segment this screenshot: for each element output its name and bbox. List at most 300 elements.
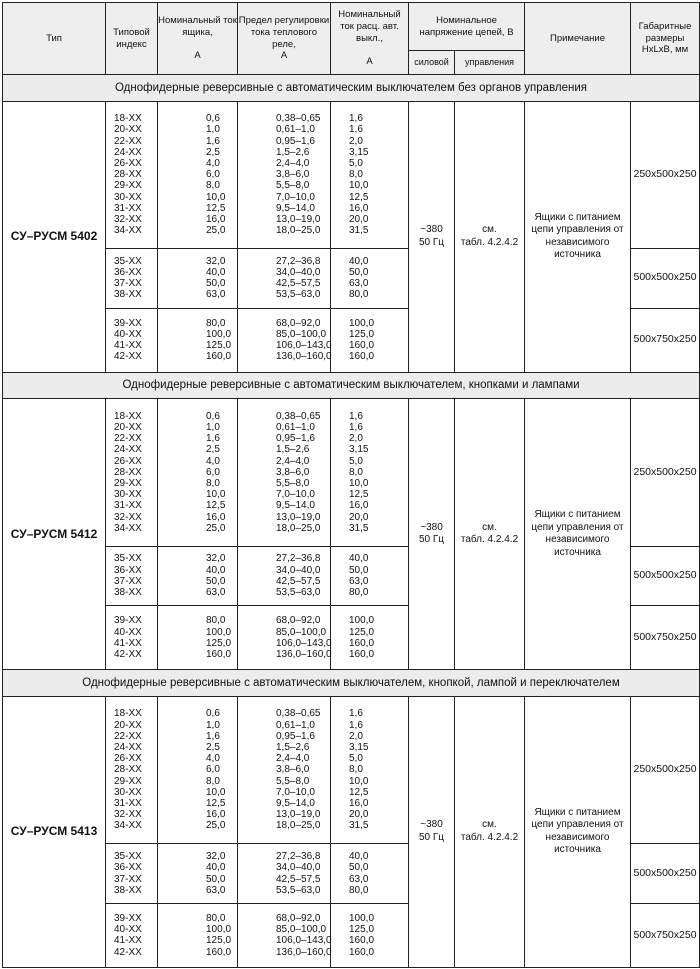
list-item: 8,0 [349, 466, 363, 478]
list-item: 13,0–19,0 [276, 213, 321, 225]
voltage-power-cell: ~380 50 Гц [409, 399, 455, 670]
list-item: 0,61–1,0 [276, 421, 315, 433]
table-row [3, 399, 700, 546]
list-item: 2,4–4,0 [276, 455, 310, 467]
list-item: 28-XX [114, 169, 142, 181]
list-item: 8,0 [206, 478, 220, 489]
list-item: 6,0 [206, 169, 220, 181]
list-item: 16,0 [206, 809, 226, 821]
list-item: 160,0 [349, 637, 375, 649]
list-item: 50,0 [349, 862, 369, 874]
list-item: 3,15 [349, 742, 369, 754]
list-item: 18,0–25,0 [276, 522, 321, 534]
list-item: 7,0–10,0 [276, 489, 315, 501]
list-item: 0,38–0,65 [276, 708, 321, 720]
index-list [106, 844, 158, 904]
list-item: 10,0 [349, 775, 369, 787]
list-item: 50,0 [349, 267, 369, 279]
list-item: 1,6 [349, 708, 363, 720]
list-item: 40,0 [349, 553, 369, 565]
list-item: 100,0 [206, 626, 232, 638]
index-list [106, 308, 158, 372]
list-item: 3,8–6,0 [276, 169, 310, 181]
relay-range-list [238, 308, 331, 372]
list-item: 160,0 [349, 648, 375, 660]
list-item: 26-XX [114, 157, 142, 169]
list-item: 32-XX [114, 213, 142, 225]
list-item: 125,0 [206, 340, 232, 352]
list-item: 80,0 [206, 615, 226, 627]
list-item: 80,0 [349, 587, 369, 599]
list-item: 1,6 [349, 410, 363, 422]
list-item: 1,6 [349, 124, 363, 136]
list-item: 31,5 [349, 225, 369, 237]
list-item: 34-XX [114, 522, 142, 534]
list-item: 8,0 [206, 180, 220, 192]
section-header-row [3, 75, 700, 102]
index-list [106, 399, 158, 546]
list-item: 50,0 [206, 873, 226, 885]
list-item: 34,0–40,0 [276, 862, 321, 874]
list-item: 8,0 [206, 775, 220, 787]
list-item: 16,0 [206, 511, 226, 523]
list-item: 18-XX [114, 708, 142, 720]
list-item: 125,0 [206, 637, 232, 649]
header-type: Тип [3, 3, 106, 75]
list-item: 16,0 [349, 798, 369, 810]
list-item: 80,0 [349, 884, 369, 896]
list-item: 100,0 [349, 615, 375, 627]
list-item: 63,0 [349, 873, 369, 885]
current-list [158, 903, 238, 967]
voltage-control-cell: см. табл. 4.2.4.2 [455, 696, 525, 967]
list-item: 1,6 [349, 421, 363, 433]
list-item: 31-XX [114, 500, 142, 512]
list-item: 25,0 [206, 820, 226, 832]
list-item: 160,0 [206, 946, 232, 958]
list-item: 68,0–92,0 [276, 317, 321, 329]
list-item: 10,0 [206, 191, 226, 203]
list-item: 40,0 [349, 255, 369, 267]
breaker-current-list [331, 101, 409, 248]
list-item: 22-XX [114, 433, 142, 445]
list-item: 0,6 [206, 708, 220, 720]
list-item: 18-XX [114, 410, 142, 422]
list-item: 3,8–6,0 [276, 466, 310, 478]
list-item: 13,0–19,0 [276, 511, 321, 523]
list-item: 22-XX [114, 135, 142, 147]
relay-range-list [238, 844, 331, 904]
list-item: 20,0 [349, 809, 369, 821]
list-item: 2,0 [349, 433, 363, 445]
list-item: 53,5–63,0 [276, 587, 321, 599]
current-list [158, 308, 238, 372]
list-item: 30-XX [114, 489, 142, 501]
section-header-row [3, 372, 700, 399]
list-item: 0,95–1,6 [276, 730, 315, 742]
list-item: 2,5 [206, 146, 220, 158]
list-item: 36-XX [114, 862, 142, 874]
list-item: 29-XX [114, 478, 142, 489]
list-item: 3,15 [349, 444, 369, 456]
section-header-row [3, 670, 700, 697]
list-item: 32,0 [206, 255, 226, 267]
list-item: 1,0 [206, 421, 220, 433]
list-item: 24-XX [114, 742, 142, 754]
list-item: 50,0 [206, 278, 226, 290]
list-item: 2,4–4,0 [276, 157, 310, 169]
list-item: 37-XX [114, 278, 142, 290]
list-item: 32-XX [114, 511, 142, 523]
list-item: 16,0 [349, 500, 369, 512]
breaker-current-list [331, 844, 409, 904]
header-index: Типовой индекс [106, 3, 158, 75]
note-cell: Ящики с питанием цепи управления от независимого источника [525, 101, 631, 372]
list-item: 68,0–92,0 [276, 913, 321, 925]
relay-range-list [238, 606, 331, 670]
header-note: Примечание [525, 3, 631, 75]
list-item: 36-XX [114, 564, 142, 576]
list-item: 53,5–63,0 [276, 884, 321, 896]
list-item: 9,5–14,0 [276, 202, 315, 214]
list-item: 26-XX [114, 753, 142, 765]
list-item: 0,38–0,65 [276, 113, 321, 125]
list-item: 41-XX [114, 340, 142, 352]
dims-cell: 500x500x250 [631, 844, 700, 904]
list-item: 63,0 [349, 575, 369, 587]
breaker-current-list [331, 696, 409, 843]
table-header [3, 3, 700, 75]
list-item: 1,6 [206, 433, 220, 445]
index-list [106, 248, 158, 308]
header-current-box: Номинальный ток ящика, А [158, 3, 238, 75]
list-item: 6,0 [206, 764, 220, 776]
list-item: 2,0 [349, 730, 363, 742]
current-list [158, 399, 238, 546]
list-item: 0,61–1,0 [276, 719, 315, 731]
list-item: 41-XX [114, 637, 142, 649]
list-item: 42,5–57,5 [276, 278, 321, 290]
list-item: 106,0–143,0 [276, 935, 332, 947]
list-item: 1,6 [349, 719, 363, 731]
list-item: 12,5 [349, 489, 369, 501]
list-item: 12,5 [206, 798, 226, 810]
list-item: 80,0 [206, 913, 226, 925]
spec-table [2, 2, 700, 968]
list-item: 160,0 [349, 935, 375, 947]
type-cell: СУ–РУСМ 5402 [3, 101, 106, 372]
list-item: 32,0 [206, 553, 226, 565]
list-item: 5,5–8,0 [276, 775, 310, 787]
list-item: 100,0 [206, 328, 232, 340]
index-list [106, 696, 158, 843]
list-item: 125,0 [349, 328, 375, 340]
list-item: 1,0 [206, 124, 220, 136]
list-item: 42-XX [114, 351, 142, 363]
breaker-current-list [331, 606, 409, 670]
list-item: 1,6 [206, 730, 220, 742]
breaker-current-list [331, 308, 409, 372]
list-item: 125,0 [206, 935, 232, 947]
list-item: 22-XX [114, 730, 142, 742]
list-item: 25,0 [206, 225, 226, 237]
list-item: 12,5 [349, 191, 369, 203]
list-item: 160,0 [349, 351, 375, 363]
list-item: 80,0 [206, 317, 226, 329]
type-cell: СУ–РУСМ 5412 [3, 399, 106, 670]
list-item: 30-XX [114, 191, 142, 203]
list-item: 7,0–10,0 [276, 191, 315, 203]
current-list [158, 696, 238, 843]
index-list [106, 606, 158, 670]
list-item: 4,0 [206, 753, 220, 765]
list-item: 9,5–14,0 [276, 500, 315, 512]
list-item: 16,0 [349, 202, 369, 214]
list-item: 160,0 [206, 351, 232, 363]
list-item: 1,0 [206, 719, 220, 731]
list-item: 0,95–1,6 [276, 433, 315, 445]
list-item: 42,5–57,5 [276, 873, 321, 885]
note-cell: Ящики с питанием цепи управления от независимого источника [525, 399, 631, 670]
index-list [106, 101, 158, 248]
list-item: 136,0–160,0 [276, 946, 332, 958]
dims-cell: 250x500x250 [631, 101, 700, 248]
list-item: 26-XX [114, 455, 142, 467]
list-item: 29-XX [114, 180, 142, 192]
list-item: 42,5–57,5 [276, 575, 321, 587]
list-item: 2,0 [349, 135, 363, 147]
list-item: 63,0 [206, 884, 226, 896]
list-item: 40-XX [114, 626, 142, 638]
voltage-control-cell: см. табл. 4.2.4.2 [455, 101, 525, 372]
list-item: 100,0 [349, 317, 375, 329]
dims-cell: 250x500x250 [631, 696, 700, 843]
list-item: 40,0 [349, 851, 369, 863]
list-item: 37-XX [114, 873, 142, 885]
list-item: 41-XX [114, 935, 142, 947]
header-dims: Габаритные размеры HxLxB, мм [631, 3, 700, 75]
list-item: 8,0 [349, 764, 363, 776]
list-item: 31,5 [349, 522, 369, 534]
list-item: 0,6 [206, 113, 220, 125]
list-item: 40-XX [114, 924, 142, 936]
list-item: 10,0 [349, 180, 369, 192]
list-item: 31-XX [114, 798, 142, 810]
list-item: 106,0–143,0 [276, 340, 332, 352]
list-item: 20-XX [114, 124, 142, 136]
table-body [3, 75, 700, 968]
list-item: 20,0 [349, 511, 369, 523]
voltage-power-cell: ~380 50 Гц [409, 101, 455, 372]
type-cell: СУ–РУСМ 5413 [3, 696, 106, 967]
list-item: 24-XX [114, 146, 142, 158]
list-item: 3,15 [349, 146, 369, 158]
list-item: 106,0–143,0 [276, 637, 332, 649]
list-item: 31-XX [114, 202, 142, 214]
list-item: 85,0–100,0 [276, 924, 327, 936]
list-item: 34-XX [114, 820, 142, 832]
header-voltage: Номинальное напряжение цепей, В [409, 3, 525, 51]
list-item: 12,5 [349, 786, 369, 798]
list-item: 36-XX [114, 267, 142, 279]
list-item: 40-XX [114, 328, 142, 340]
dims-cell: 500x750x250 [631, 903, 700, 967]
list-item: 0,61–1,0 [276, 124, 315, 136]
breaker-current-list [331, 248, 409, 308]
list-item: 2,5 [206, 742, 220, 754]
list-item: 37-XX [114, 575, 142, 587]
list-item: 10,0 [206, 786, 226, 798]
list-item: 13,0–19,0 [276, 809, 321, 821]
current-list [158, 844, 238, 904]
list-item: 7,0–10,0 [276, 786, 315, 798]
list-item: 5,0 [349, 157, 363, 169]
list-item: 27,2–36,8 [276, 553, 321, 565]
list-item: 35-XX [114, 553, 142, 565]
list-item: 63,0 [349, 278, 369, 290]
list-item: 34,0–40,0 [276, 267, 321, 279]
list-item: 2,5 [206, 444, 220, 456]
list-item: 125,0 [349, 626, 375, 638]
list-item: 63,0 [206, 587, 226, 599]
voltage-control-cell: см. табл. 4.2.4.2 [455, 399, 525, 670]
header-relay-range: Предел регулировки тока теплового реле, А [238, 3, 331, 75]
list-item: 38-XX [114, 884, 142, 896]
list-item: 40,0 [206, 267, 226, 279]
list-item: 85,0–100,0 [276, 328, 327, 340]
list-item: 2,4–4,0 [276, 753, 310, 765]
list-item: 12,5 [206, 202, 226, 214]
current-list [158, 101, 238, 248]
dims-cell: 500x750x250 [631, 308, 700, 372]
list-item: 5,5–8,0 [276, 180, 310, 192]
list-item: 1,6 [349, 113, 363, 125]
list-item: 5,5–8,0 [276, 478, 310, 489]
list-item: 3,8–6,0 [276, 764, 310, 776]
list-item: 28-XX [114, 466, 142, 478]
list-item: 18-XX [114, 113, 142, 125]
current-list [158, 248, 238, 308]
dims-cell: 500x750x250 [631, 606, 700, 670]
list-item: 53,5–63,0 [276, 289, 321, 301]
section-title: Однофидерные реверсивные с автоматическим выключателем, кнопкой, лампой и переключателем [3, 670, 700, 697]
current-list [158, 606, 238, 670]
list-item: 100,0 [206, 924, 232, 936]
list-item: 80,0 [349, 289, 369, 301]
list-item: 5,0 [349, 753, 363, 765]
list-item: 4,0 [206, 157, 220, 169]
list-item: 34,0–40,0 [276, 564, 321, 576]
list-item: 6,0 [206, 466, 220, 478]
list-item: 25,0 [206, 522, 226, 534]
list-item: 1,5–2,6 [276, 444, 310, 456]
list-item: 20-XX [114, 421, 142, 433]
list-item: 125,0 [349, 924, 375, 936]
list-item: 10,0 [206, 489, 226, 501]
list-item: 160,0 [349, 946, 375, 958]
list-item: 38-XX [114, 587, 142, 599]
list-item: 28-XX [114, 764, 142, 776]
header-breaker-current: Номинальный ток расц. авт. выкл., А [331, 3, 409, 75]
table-row [3, 101, 700, 248]
list-item: 10,0 [349, 478, 369, 489]
list-item: 27,2–36,8 [276, 255, 321, 267]
relay-range-list [238, 903, 331, 967]
list-item: 29-XX [114, 775, 142, 787]
list-item: 38-XX [114, 289, 142, 301]
list-item: 1,5–2,6 [276, 146, 310, 158]
breaker-current-list [331, 546, 409, 606]
list-item: 35-XX [114, 851, 142, 863]
section-title: Однофидерные реверсивные с автоматическим выключателем, кнопками и лампами [3, 372, 700, 399]
breaker-current-list [331, 903, 409, 967]
list-item: 18,0–25,0 [276, 225, 321, 237]
list-item: 27,2–36,8 [276, 851, 321, 863]
list-item: 16,0 [206, 213, 226, 225]
list-item: 4,0 [206, 455, 220, 467]
list-item: 136,0–160,0 [276, 648, 332, 660]
list-item: 68,0–92,0 [276, 615, 321, 627]
note-cell: Ящики с питанием цепи управления от независимого источника [525, 696, 631, 967]
list-item: 20,0 [349, 213, 369, 225]
list-item: 50,0 [349, 564, 369, 576]
index-list [106, 546, 158, 606]
list-item: 31,5 [349, 820, 369, 832]
list-item: 24-XX [114, 444, 142, 456]
section-title: Однофидерные реверсивные с автоматическим выключателем без органов управления [3, 75, 700, 102]
list-item: 40,0 [206, 564, 226, 576]
list-item: 32,0 [206, 851, 226, 863]
list-item: 160,0 [349, 340, 375, 352]
list-item: 0,6 [206, 410, 220, 422]
list-item: 1,6 [206, 135, 220, 147]
list-item: 39-XX [114, 615, 142, 627]
list-item: 5,0 [349, 455, 363, 467]
list-item: 8,0 [349, 169, 363, 181]
list-item: 160,0 [206, 648, 232, 660]
list-item: 39-XX [114, 913, 142, 925]
list-item: 34-XX [114, 225, 142, 237]
current-list [158, 546, 238, 606]
list-item: 35-XX [114, 255, 142, 267]
list-item: 136,0–160,0 [276, 351, 332, 363]
voltage-power-cell: ~380 50 Гц [409, 696, 455, 967]
relay-range-list [238, 248, 331, 308]
list-item: 63,0 [206, 289, 226, 301]
list-item: 9,5–14,0 [276, 798, 315, 810]
list-item: 20-XX [114, 719, 142, 731]
header-voltage-power: силовой [409, 51, 455, 75]
list-item: 42-XX [114, 648, 142, 660]
list-item: 0,95–1,6 [276, 135, 315, 147]
dims-cell: 250x500x250 [631, 399, 700, 546]
dims-cell: 500x500x250 [631, 546, 700, 606]
list-item: 32-XX [114, 809, 142, 821]
list-item: 12,5 [206, 500, 226, 512]
relay-range-list [238, 546, 331, 606]
list-item: 0,38–0,65 [276, 410, 321, 422]
list-item: 18,0–25,0 [276, 820, 321, 832]
list-item: 42-XX [114, 946, 142, 958]
list-item: 30-XX [114, 786, 142, 798]
relay-range-list [238, 101, 331, 248]
table-row [3, 696, 700, 843]
header-voltage-control: управления [455, 51, 525, 75]
list-item: 39-XX [114, 317, 142, 329]
list-item: 50,0 [206, 575, 226, 587]
list-item: 40,0 [206, 862, 226, 874]
relay-range-list [238, 696, 331, 843]
